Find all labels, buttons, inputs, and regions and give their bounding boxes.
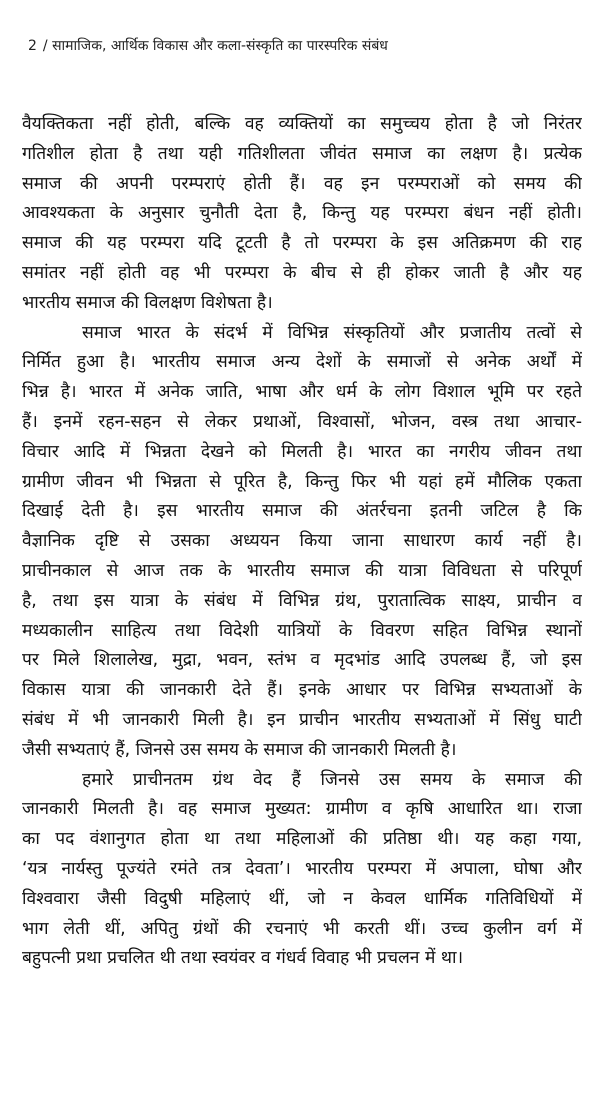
text-line: समांतर नहीं होती वह भी परम्परा के बीच से ही होकर जाती है और यह: [22, 262, 582, 283]
text-line: है, तथा इस यात्रा के संबंध में विभिन्न ग्रंथ, पुरातात्विक साक्ष्य, प्राचीन व: [22, 590, 582, 611]
text-line: आवश्यकता के अनुसार चुनौती देता है, किन्तु यह परम्परा बंधन नहीं होती।: [22, 203, 582, 224]
text-line: ग्रामीण जीवन भी भिन्नता से पूरित है, किन्तु फिर भी यहां हमें मौलिक एकता: [22, 471, 582, 492]
text-line: वैज्ञानिक दृष्टि से उसका अध्ययन किया जाना साधारण कार्य नहीं है।: [22, 531, 582, 552]
text-line: बहुपत्नी प्रथा प्रचलित थी तथा स्वयंवर व गंधर्व विवाह भी प्रचलन में था।: [22, 948, 464, 969]
running-header: [28, 36, 588, 56]
text-line: संबंध में भी जानकारी मिली है। इन प्राचीन भारतीय सभ्यताओं में सिंधु घाटी: [22, 709, 582, 730]
running-title: सामाजिक, आर्थिक विकास और कला-संस्कृति का पारस्परिक संबंध: [52, 38, 388, 54]
text-line: दिखाई देती है। इस भारतीय समाज की अंतर्रचना इतनी जटिल है कि: [22, 501, 582, 522]
paragraph-1: [22, 110, 582, 319]
text-line: विश्ववारा जैसी विदुषी महिलाएं थीं, जो न केवल धार्मिक गतिविधियों में: [22, 888, 582, 909]
paragraph-2: [22, 319, 582, 766]
page-body: [22, 110, 582, 974]
text-line: विचार आदि में भिन्नता देखने को मिलती है। भारत का नगरीय जीवन तथा: [22, 441, 582, 462]
text-line: समाज भारत के संदर्भ में विभिन्न संस्कृतियों और प्रजातीय तत्वों से: [82, 322, 582, 343]
text-line: भिन्न है। भारत में अनेक जाति, भाषा और धर्म के लोग विशाल भूमि पर रहते: [22, 382, 582, 403]
text-line: पर मिले शिलालेख, मुद्रा, भवन, स्तंभ व मृदभांड आदि उपलब्ध हैं, जो इस: [22, 650, 582, 671]
text-line: भाग लेती थीं, अपितु ग्रंथों की रचनाएं भी करती थीं। उच्च कुलीन वर्ग में: [22, 918, 582, 939]
text-line: का पद वंशानुगत होता था तथा महिलाओं की प्रतिष्ठा थी। यह कहा गया,: [22, 829, 582, 850]
text-line: प्राचीनकाल से आज तक के भारतीय समाज की यात्रा विविधता से परिपूर्ण: [22, 560, 582, 581]
text-line: जानकारी मिलती है। वह समाज मुख्यत: ग्रामीण व कृषि आधारित था। राजा: [22, 799, 582, 820]
text-line: निर्मित हुआ है। भारतीय समाज अन्य देशों के समाजों से अनेक अर्थों में: [22, 352, 582, 373]
header-separator: /: [42, 38, 48, 54]
text-line: विकास यात्रा की जानकारी देते हैं। इनके आधार पर विभिन्न सभ्यताओं के: [22, 680, 582, 701]
text-line: ‘यत्र नार्यस्तु पूज्यंते रमंते तत्र देवता’। भारतीय परम्परा में अपाला, घोषा और: [22, 858, 582, 879]
text-line: जैसी सभ्यताएं हैं, जिनसे उस समय के समाज की जानकारी मिलती है।: [22, 739, 457, 760]
page-number: 2: [28, 38, 37, 54]
paragraph-3: [22, 766, 582, 975]
text-line: समाज की अपनी परम्पराएं होती हैं। वह इन परम्पराओं को समय की: [22, 173, 582, 194]
text-line: हमारे प्राचीनतम ग्रंथ वेद हैं जिनसे उस समय के समाज की: [82, 769, 582, 790]
text-line: हैं। इनमें रहन-सहन से लेकर प्रथाओं, विश्वासों, भोजन, वस्त्र तथा आचार-: [22, 411, 582, 432]
text-line: समाज की यह परम्परा यदि टूटती है तो परम्परा के इस अतिक्रमण की राह: [22, 233, 582, 254]
text-line: गतिशील होता है तथा यही गतिशीलता जीवंत समाज का लक्षण है। प्रत्येक: [22, 143, 582, 164]
text-line: भारतीय समाज की विलक्षण विशेषता है।: [22, 292, 273, 313]
text-line: मध्यकालीन साहित्य तथा विदेशी यात्रियों के विवरण सहित विभिन्न स्थानों: [22, 620, 582, 641]
text-line: वैयक्तिकता नहीं होती, बल्कि वह व्यक्तियों का समुच्चय होता है जो निरंतर: [22, 114, 582, 134]
